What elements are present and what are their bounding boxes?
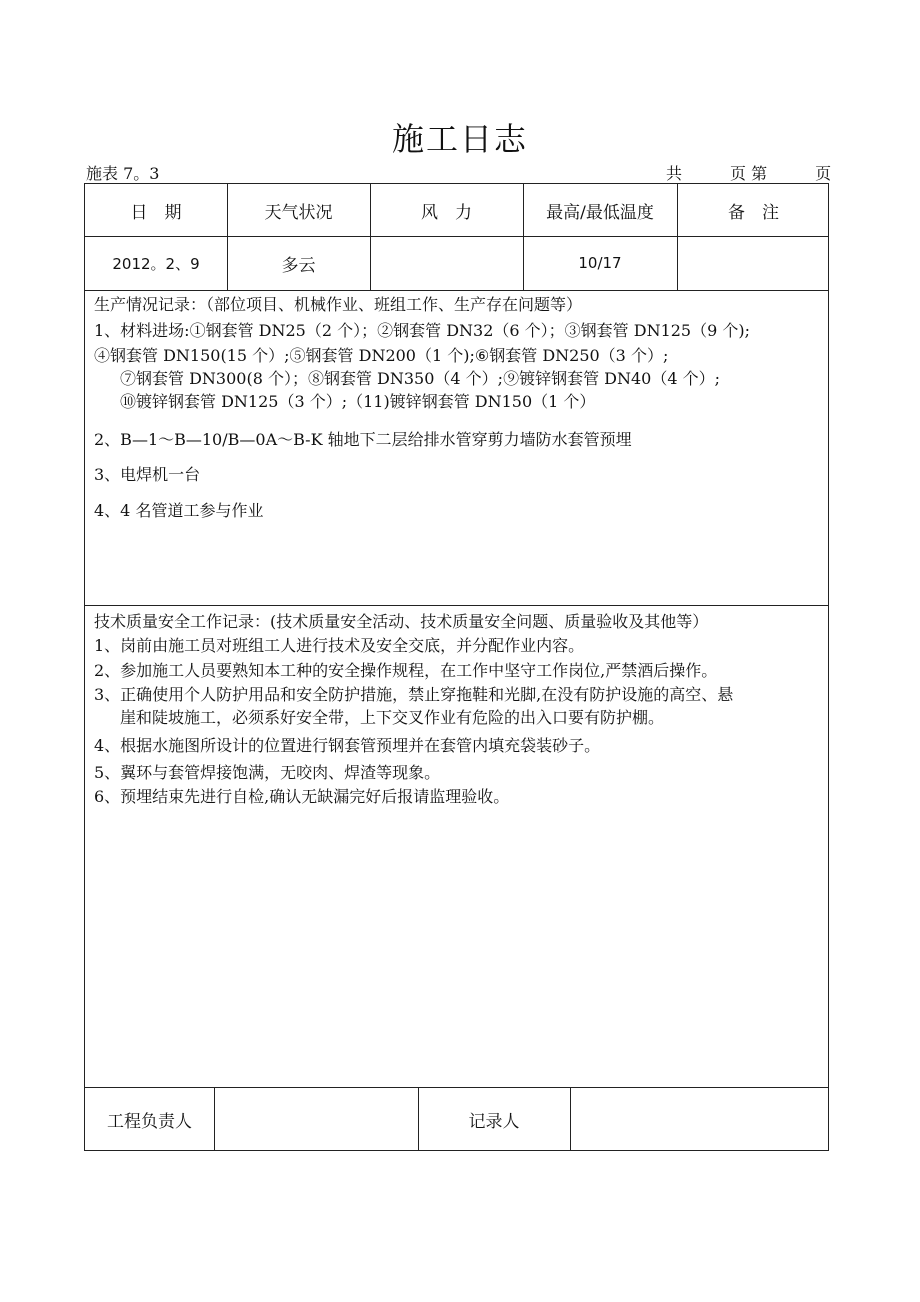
form-code: 施表 7。3 [86,164,160,183]
production-line: 2、B—1～B—10/B—0A～B-K 轴地下二层给排水管穿剪力墙防水套管预埋 [94,430,632,449]
quality-line: 3、正确使用个人防护用品和安全防护措施，禁止穿拖鞋和光脚,在没有防护设施的高空、悬 [94,685,734,704]
quality-line: 6、预埋结束先进行自检,确认无缺漏完好后报请监理验收。 [94,787,510,806]
production-section-title: 生产情况记录：（部位项目、机械作业、班组工作、生产存在问题等） [94,295,583,314]
remark-header: 备 注 [728,202,779,223]
production-line: 1、材料进场:①钢套管 DN25（2 个）；②钢套管 DN32（6 个）；③钢套管 DN125（9 个); [94,321,751,340]
date-header: 日 期 [130,202,182,223]
remark-value [677,236,830,290]
quality-line: 2、参加施工人员要熟知本工种的安全操作规程，在工作中坚守工作岗位,严禁酒后操作。 [94,661,718,680]
quality-line: 5、翼环与套管焊接饱满，无咬肉、焊渣等现象。 [94,763,441,782]
production-line: ⑦钢套管 DN300(8 个）；⑧钢套管 DN350（4 个）;⑨镀锌钢套管 DN40（4 个）; [120,369,721,388]
quality-line: 1、岗前由施工员对班组工人进行技术及安全交底，并分配作业内容。 [94,636,585,655]
date-value: 2012。2、9 [112,254,200,273]
quality-line: 崖和陡坡施工，必须系好安全带，上下交叉作业有危险的出入口要有防护棚。 [120,708,665,727]
section-divider [85,605,828,606]
quality-line: 4、根据水施图所设计的位置进行钢套管预埋并在套管内填充袋装砂子。 [94,736,601,755]
page-title: 施工日志 [391,120,528,158]
temperature-header: 最高/最低温度 [546,202,654,223]
production-line: ④钢套管 DN150(15 个）;⑤钢套管 DN200（1 个);⑥钢套管 DN250（3 个）; [94,346,669,365]
manager-label: 工程负责人 [107,1111,192,1132]
recorder-signature-field[interactable] [570,1087,830,1151]
production-line: 3、电焊机一台 [94,465,201,484]
wind-value [370,236,523,290]
weather-value: 多云 [281,255,316,276]
quality-section-title: 技术质量安全工作记录：(技术质量安全活动、技术质量安全问题、质量验收及其他等） [94,612,709,631]
log-table [84,183,829,1151]
page-count: 共 页 第 页 [666,164,832,183]
temperature-value: 10/17 [578,254,622,272]
weather-header: 天气状况 [264,202,333,223]
production-line: 4、4 名管道工参与作业 [94,501,264,520]
recorder-label: 记录人 [468,1111,520,1132]
wind-header: 风 力 [421,202,472,223]
production-line: ⑩镀锌钢套管 DN125（3 个）;（11)镀锌钢套管 DN150（1 个） [120,392,596,411]
manager-signature-field[interactable] [214,1087,418,1151]
row-divider [85,290,828,291]
